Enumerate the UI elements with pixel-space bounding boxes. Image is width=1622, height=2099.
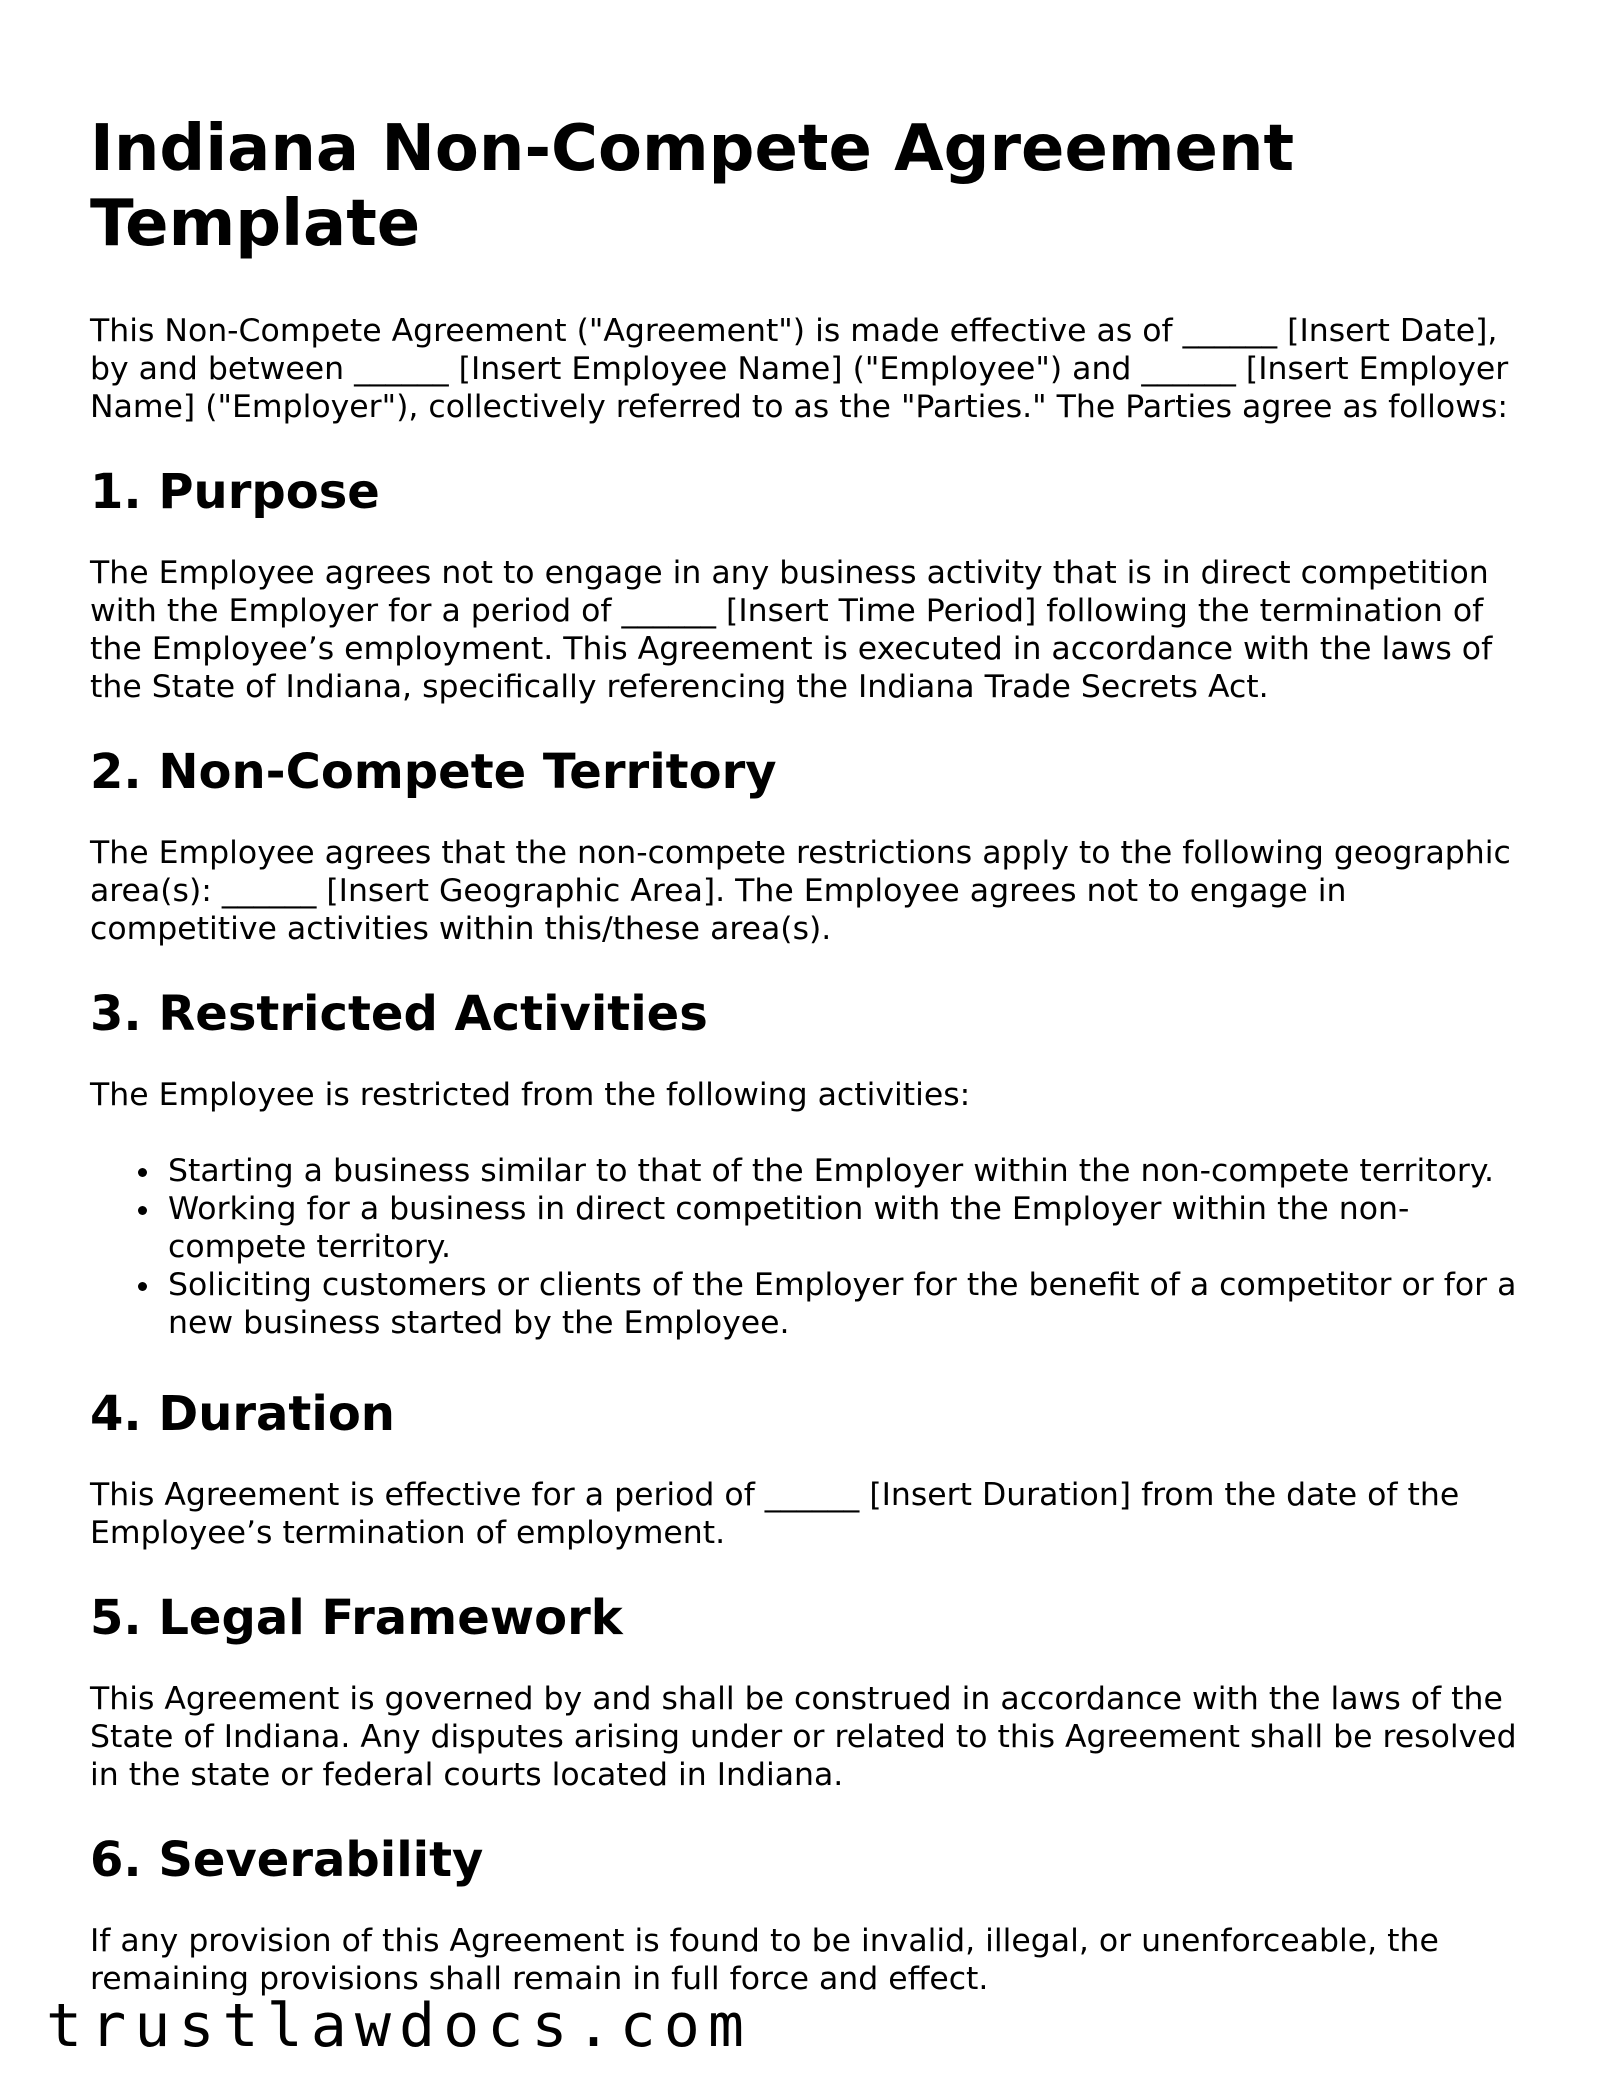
intro-paragraph: This Non-Compete Agreement ("Agreement") is made effective as of ______ [Insert Date], by and between ______ [Insert Employee Name] ("Employee") and ______ [Insert Employer Name] ("Employer"), collectively referred to as the "Parties." The Parties agree as follows: <box>90 313 1509 425</box>
section-heading-restricted-activities: 3. Restricted Activities <box>90 986 708 1042</box>
section-body-severability: If any provision of this Agreement is found to be invalid, illegal, or unenforceable, the remaining provisions shall remain in full force and effect. <box>90 1923 1439 1997</box>
list-item: Starting a business similar to that of the Employer within the non-compete territory. <box>168 1152 1540 1190</box>
section-heading-territory: 2. Non-Compete Territory <box>90 744 777 800</box>
section-body-legal-framework: This Agreement is governed by and shall be construed in accordance with the laws of the State of Indiana. Any disputes arising under or related to this Agreement shall be resolved in the state or federal courts located in Indiana. <box>90 1681 1517 1793</box>
section-body-purpose: The Employee agrees not to engage in any business activity that is in direct competition with the Employer for a period of ______ [Insert Time Period] following the termination of the Employee’s employment. This Agreement is executed in accordance with the laws of the State of Indiana, specifically referencing the Indiana Trade Secrets Act. <box>90 555 1493 705</box>
watermark: trustlawdocs.com <box>46 1991 752 2061</box>
document-page <box>90 112 1540 2036</box>
section-body-territory: The Employee agrees that the non-compete restrictions apply to the following geographic area(s): ______ [Insert Geographic Area]. The Employee agrees not to engage in competitive activities within this/these area(s). <box>90 835 1511 947</box>
document-title: Indiana Non-Compete Agreement Template <box>90 112 1295 261</box>
restricted-activities-list <box>90 1152 1540 1342</box>
section-heading-purpose: 1. Purpose <box>90 464 380 520</box>
list-item: Working for a business in direct competition with the Employer within the non-compete territory. <box>168 1190 1540 1266</box>
section-heading-legal-framework: 5. Legal Framework <box>90 1590 623 1646</box>
section-body-restricted-activities: The Employee is restricted from the following activities: <box>90 1077 971 1113</box>
section-heading-severability: 6. Severability <box>90 1832 484 1888</box>
section-heading-duration: 4. Duration <box>90 1386 395 1442</box>
section-body-duration: This Agreement is effective for a period of ______ [Insert Duration] from the date of the Employee’s termination of employment. <box>90 1477 1460 1551</box>
list-item: Soliciting customers or clients of the Employer for the benefit of a competitor or for a new business started by the Employee. <box>168 1266 1540 1342</box>
